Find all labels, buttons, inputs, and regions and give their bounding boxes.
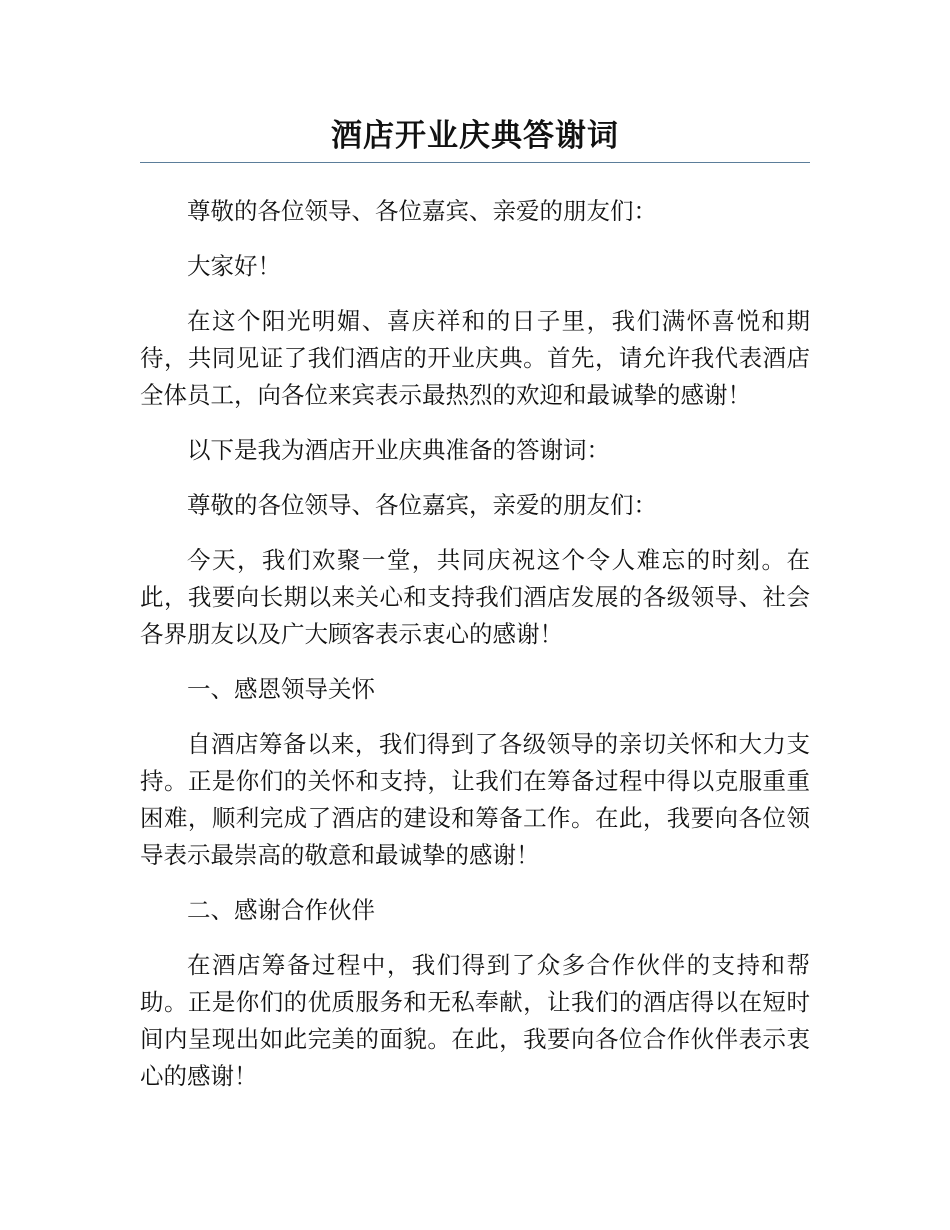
paragraph-section-1: 自酒店筹备以来，我们得到了各级领导的亲切关怀和大力支持。正是你们的关怀和支持，让我们在筹备过程中得以克服重重困难，顺利完成了酒店的建设和筹备工作。在此，我要向各位领导表示最崇高的敬意和最诚挚的感谢！ (140, 730, 810, 869)
document-body (140, 193, 810, 1113)
section-heading-1: 一、感恩领导关怀 (187, 675, 375, 703)
paragraph-section-2: 在酒店筹备过程中，我们得到了众多合作伙伴的支持和帮助。正是你们的优质服务和无私奉献，让我们的酒店得以在短时间内呈现出如此完美的面貌。在此，我要向各位合作伙伴表示衷心的感谢！ (140, 951, 810, 1090)
title-divider (140, 162, 810, 163)
document-title: 酒店开业庆典答谢词 (331, 118, 619, 154)
paragraph-salutation: 尊敬的各位领导、各位嘉宾、亲爱的朋友们： (187, 197, 657, 225)
paragraph-thanks: 今天，我们欢聚一堂，共同庆祝这个令人难忘的时刻。在此，我要向长期以来关心和支持我们酒店发展的各级领导、社会各界朋友以及广大顾客表示衷心的感谢！ (140, 546, 810, 648)
paragraph-intro: 以下是我为酒店开业庆典准备的答谢词： (187, 436, 610, 464)
paragraph-salutation-2: 尊敬的各位领导、各位嘉宾，亲爱的朋友们： (187, 491, 657, 519)
paragraph-greeting: 大家好！ (187, 252, 281, 280)
paragraph-opening: 在这个阳光明媚、喜庆祥和的日子里，我们满怀喜悦和期待，共同见证了我们酒店的开业庆典。首先，请允许我代表酒店全体员工，向各位来宾表示最热烈的欢迎和最诚挚的感谢！ (140, 307, 810, 409)
section-heading-2: 二、感谢合作伙伴 (187, 896, 375, 924)
